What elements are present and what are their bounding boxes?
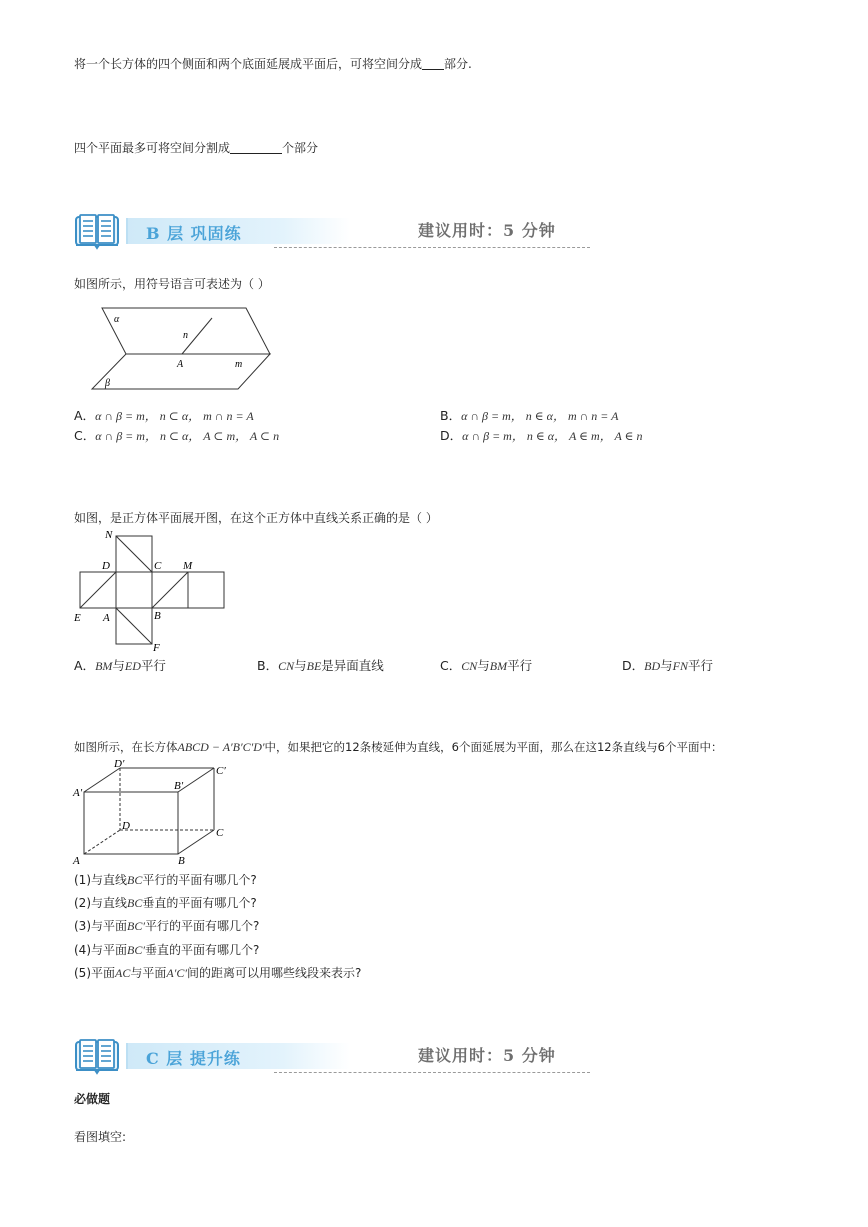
label-B: B (178, 855, 185, 867)
q3-sub-3: (3)与平面BC′平行的平面有哪几个? (74, 919, 260, 933)
q1-option-b[interactable]: B．α ∩ β = m， n ∈ α， m ∩ n = A (440, 408, 619, 423)
q2-option-d[interactable]: D．BD与FN平行 (622, 658, 714, 673)
label-D-prime: D′ (114, 758, 125, 770)
book-icon (74, 1037, 120, 1077)
section-label-box (126, 218, 350, 244)
label-B: B (154, 610, 161, 622)
label-D: D (122, 820, 130, 832)
section-label-box (126, 1043, 350, 1069)
label-E: E (74, 612, 81, 624)
label-alpha: α (114, 314, 120, 325)
label-N: N (105, 529, 113, 541)
q3-sub-1: (1)与直线BC平行的平面有哪几个? (74, 873, 257, 887)
q3-stem: 如图所示，在长方体ABCD − A′B′C′D′中，如果把它的12条棱延伸为直线，6个面延展为平面，那么在这12条直线与6个平面中： (74, 740, 723, 754)
label-C: C (154, 560, 162, 572)
q2-option-b[interactable]: B．CN与BE是异面直线 (257, 658, 384, 673)
suggested-time: 建议用时：5 分钟 (418, 221, 556, 240)
dashed-divider (274, 247, 590, 248)
section-title: B 层 巩固练 (146, 224, 242, 243)
q3-sub-4: (4)与平面BC′垂直的平面有哪几个? (74, 943, 260, 957)
label-beta: β (105, 378, 110, 389)
q2-option-a[interactable]: A．BM与ED平行 (74, 658, 166, 673)
label-F: F (153, 642, 160, 654)
q1-option-d[interactable]: D．α ∩ β = m， n ∈ α， A ∈ m， A ∈ n (440, 428, 643, 443)
dashed-divider (274, 1072, 590, 1073)
q1-planes-figure (86, 300, 276, 396)
q3-sub-5: (5)平面AC与平面A′C′间的距离可以用哪些线段来表示? (74, 966, 362, 980)
section-b-banner (74, 212, 594, 252)
fill-in-instruction: 看图填空: (74, 1130, 127, 1144)
label-A-prime: A′ (73, 787, 83, 799)
q1-stem: 如图所示，用符号语言可表述为（ ） (74, 277, 270, 291)
label-A: A (177, 359, 184, 370)
question-top-1: 将一个长方体的四个侧面和两个底面延展成平面后，可将空间分成 部分. (74, 57, 472, 71)
q3-sub-2: (2)与直线BC垂直的平面有哪几个? (74, 896, 257, 910)
label-A: A (103, 612, 110, 624)
label-B-prime: B′ (174, 780, 184, 792)
q3-cuboid-figure (70, 756, 240, 868)
must-do-heading: 必做题 (74, 1092, 111, 1106)
q1-option-c[interactable]: C．α ∩ β = m， n ⊂ α， A ⊂ m， A ⊂ n (74, 428, 280, 443)
label-n: n (183, 330, 188, 341)
q2-stem: 如图，是正方体平面展开图，在这个正方体中直线关系正确的是（ ） (74, 511, 438, 525)
q2-option-c[interactable]: C．CN与BM平行 (440, 658, 533, 673)
answer-blank (422, 57, 444, 70)
label-M: M (183, 560, 193, 572)
book-icon (74, 212, 120, 252)
label-m: m (235, 359, 243, 370)
label-D: D (102, 560, 110, 572)
section-c-banner (74, 1037, 594, 1077)
label-A: A (73, 855, 80, 867)
q2-cube-net-figure (70, 526, 230, 654)
label-C: C (216, 827, 224, 839)
suggested-time: 建议用时：5 分钟 (418, 1046, 556, 1065)
answer-blank (230, 141, 282, 154)
section-title: C 层 提升练 (146, 1049, 241, 1068)
label-C-prime: C′ (216, 765, 226, 777)
q1-option-a[interactable]: A．α ∩ β = m， n ⊂ α， m ∩ n = A (74, 408, 254, 423)
question-top-2: 四个平面最多可将空间分割成 个部分 (74, 141, 319, 155)
